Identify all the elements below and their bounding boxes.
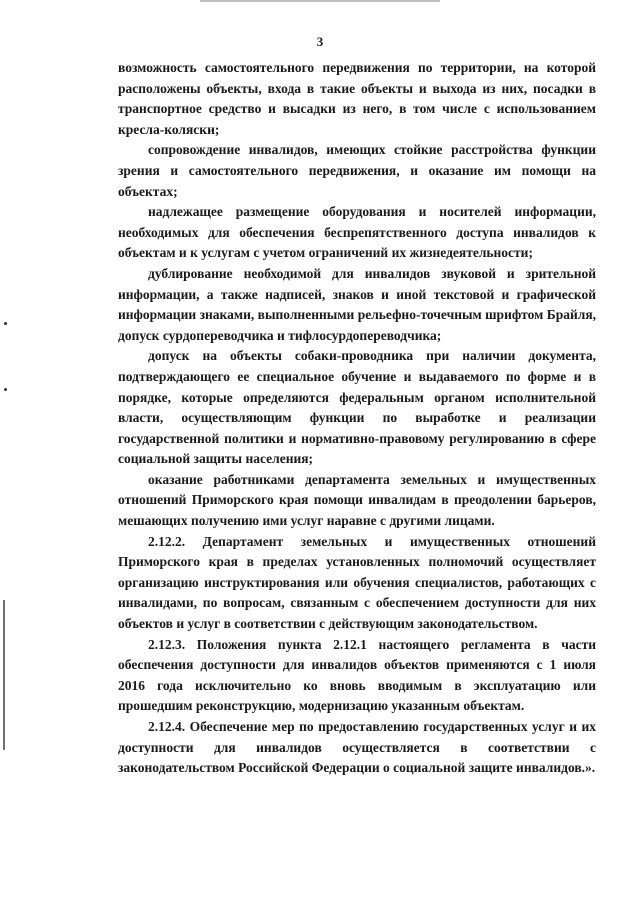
paragraph: возможность самостоятельного передвижения по территории, на которой расположены объекты, входа в такие объекты и выхода из них, посадки в транспортное средство и высадки из него, в том числе с использованием кресла-коляски; bbox=[118, 60, 596, 137]
page-number: 3 bbox=[316, 34, 324, 49]
paragraph: оказание работниками департамента земельных и имущественных отношений Приморского края помощи инвалидам в преодолении барьеров, мешающих получению ими услуг наравне с другими лицами. bbox=[118, 471, 596, 529]
paragraph: 2.12.2. Департамент земельных и имущественных отношений Приморского края в пределах установленных полномочий осуществляет организацию инструктирования или обучения специалистов, работающих с инвалидами, по вопросам, связанным с обеспечением доступности для них объектов и услуг в соответствии с действующим законодательством. bbox=[118, 533, 596, 632]
paragraph: надлежащее размещение оборудования и носителей информации, необходимых для обеспечения беспрепятственного доступа инвалидов к объектам и к услугам с учетом ограничений их жизнедеятельности; bbox=[118, 204, 596, 261]
scan-artifact-dot bbox=[4, 388, 7, 391]
paragraph: сопровождение инвалидов, имеющих стойкие расстройства функции зрения и самостоятельного передвижения, и оказание им помощи на объектах; bbox=[118, 142, 596, 199]
paragraph: дублирование необходимой для инвалидов звуковой и зрительной информации, а также надписей, знаков и иной текстовой и графической информации знаками, выполненными рельефно-точечным шрифтом Брайля, допуск сурдопереводчика и тифлосурдопереводчика; bbox=[118, 265, 596, 343]
paragraph: допуск на объекты собаки-проводника при наличии документа, подтверждающего ее специальное обучение и выдаваемого по форме и в порядке, которые определяются федеральным органом исполнительной власти, осуществляющим функции по выработке и реализации государственной политики и нормативно-правовому регулированию в сфере социальной защиты населения; bbox=[118, 348, 596, 467]
document-body bbox=[118, 58, 596, 779]
scan-artifact-dot bbox=[4, 322, 7, 325]
paragraph: 2.12.3. Положения пункта 2.12.1 настоящего регламента в части обеспечения доступности для инвалидов объектов применяются с 1 июля 2016 года исключительно ко вновь вводимым в эксплуатацию или прошедшим реконструкцию, модернизацию указанным объектам. bbox=[118, 636, 596, 714]
scan-artifact-top bbox=[200, 0, 440, 2]
scan-artifact-left bbox=[3, 600, 5, 750]
paragraph: 2.12.4. Обеспечение мер по предоставлению государственных услуг и их доступности для инвалидов осуществляется в соответствии с законодательством Российской Федерации о социальной защите инвалидов.». bbox=[118, 719, 596, 776]
